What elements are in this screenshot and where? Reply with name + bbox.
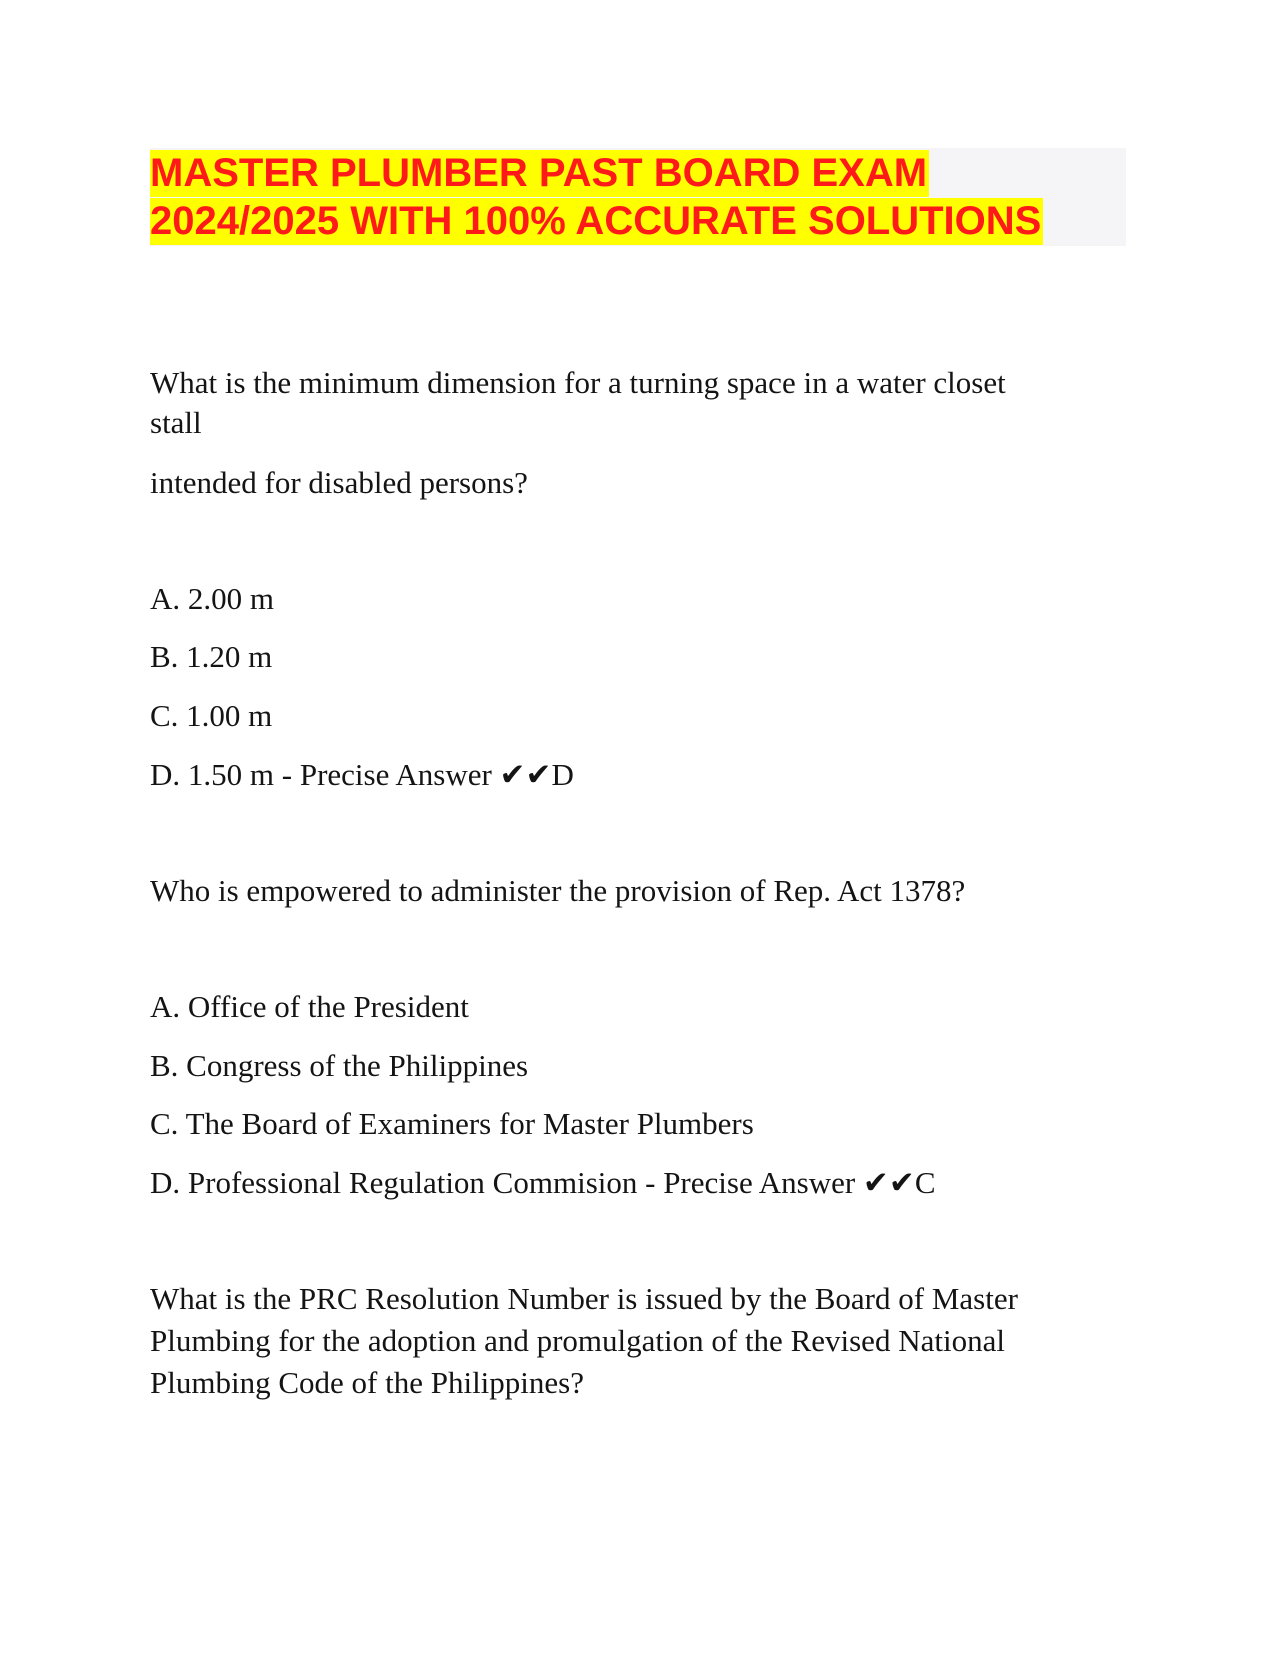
question-1-text-line-3: intended for disabled persons? — [150, 465, 528, 500]
question-1-option-a: A. 2.00 m — [150, 581, 274, 616]
question-1-option-d-answer: D. 1.50 m - Precise Answer ✔✔D — [150, 757, 574, 792]
document-title-line-1: MASTER PLUMBER PAST BOARD EXAM — [150, 151, 928, 195]
question-1-option-b: B. 1.20 m — [150, 639, 273, 674]
question-2-option-a: A. Office of the President — [150, 989, 469, 1024]
question-1-option-c: C. 1.00 m — [150, 698, 273, 733]
document-title-line-2: 2024/2025 WITH 100% ACCURATE SOLUTIONS — [150, 199, 1042, 243]
question-2-option-d-answer: D. Professional Regulation Commision - Precise Answer ✔✔C — [150, 1165, 936, 1200]
question-2-option-b: B. Congress of the Philippines — [150, 1048, 529, 1083]
question-2-text-line-1: Who is empowered to administer the provision of Rep. Act 1378? — [150, 873, 966, 908]
question-2-option-c: C. The Board of Examiners for Master Plumbers — [150, 1106, 754, 1141]
question-1-text-line-2: stall — [150, 405, 202, 440]
question-3-text-line-2: Plumbing for the adoption and promulgation of the Revised National — [150, 1323, 1005, 1358]
question-3-text-line-1: What is the PRC Resolution Number is issued by the Board of Master — [150, 1281, 1018, 1316]
question-1-text-line-1: What is the minimum dimension for a turning space in a water closet — [150, 365, 1006, 400]
question-3-text-line-3: Plumbing Code of the Philippines? — [150, 1365, 584, 1400]
